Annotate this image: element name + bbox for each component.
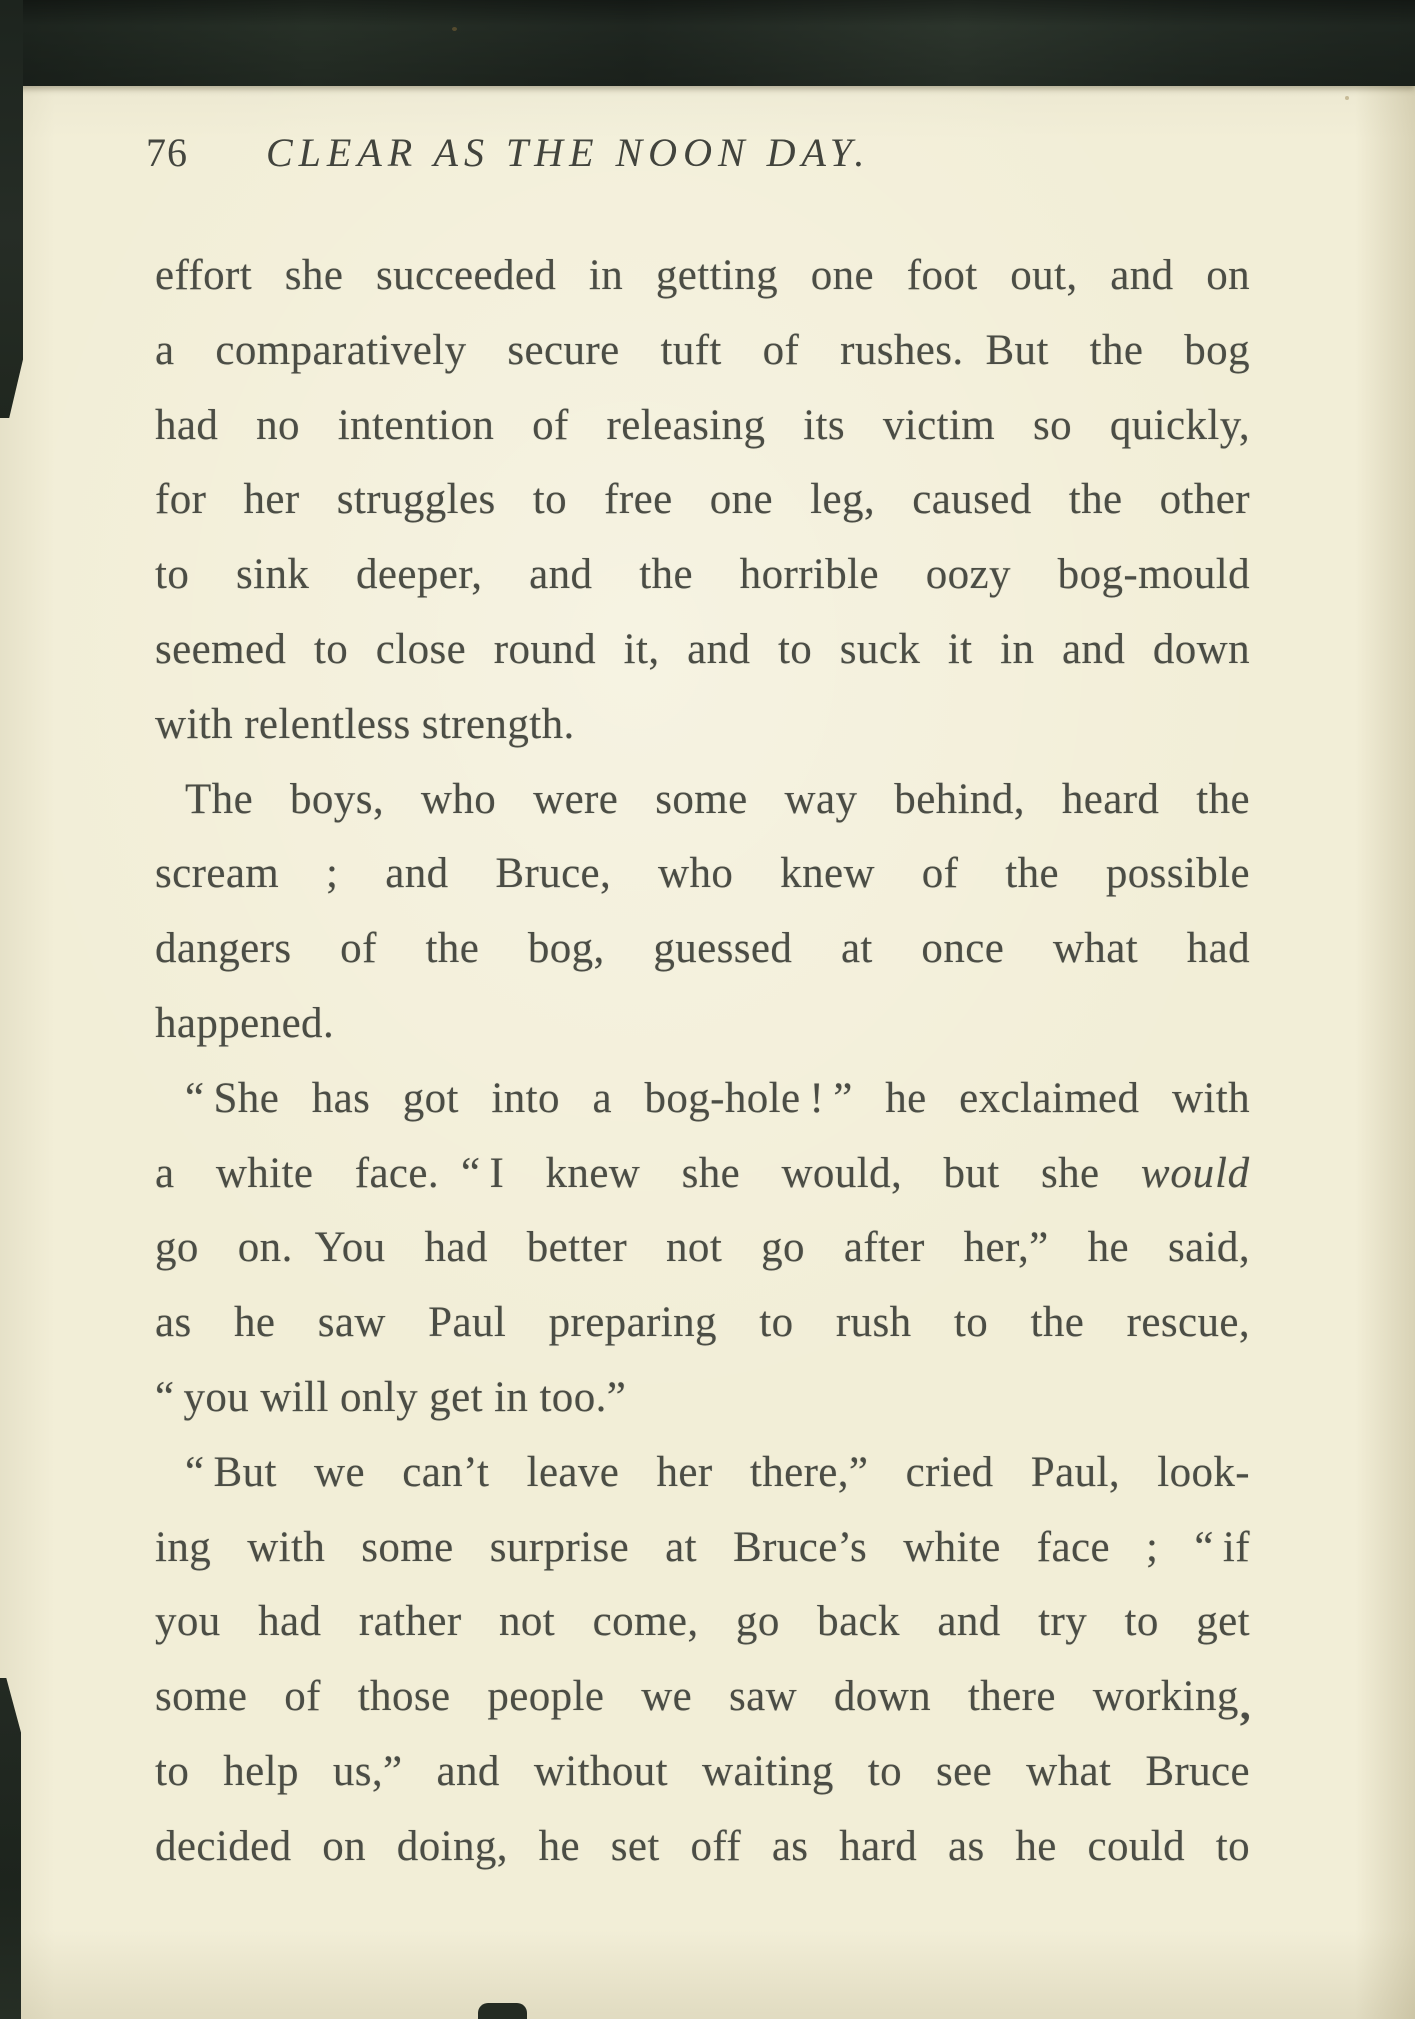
text-line: some of those people we saw down there working, [155,1673,1251,1730]
book-cover-edge-left-bottom [0,1678,21,2019]
text-line: happened. [155,999,335,1047]
book-cover-edge-top [0,0,1415,86]
text-line: as he saw Paul preparing to rush to the rescue, [155,1299,1250,1347]
text-line: decided on doing, he set off as hard as he could to [155,1822,1250,1870]
text-line: with relentless strength. [155,700,575,748]
text-line: to sink deeper, and the horrible oozy bog-mould [155,551,1250,599]
text-line: for her struggles to free one leg, caused the other [155,476,1250,524]
text-line: “ She has got into a bog-hole ! ” he exclaimed with [185,1074,1250,1122]
book-cover-edge-left-top [0,0,23,418]
paper-speck [452,27,457,31]
text-line: “ you will only get in too.” [155,1373,627,1421]
text-line: dangers of the bog, guessed at once what had [155,925,1250,973]
page-number: 76 [146,130,188,175]
running-title: CLEAR AS THE NOON DAY. [266,130,871,175]
text-line: you had rather not come, go back and try to get [155,1598,1250,1646]
text-line: a comparatively secure tuft of rushes. But the bog [155,326,1250,374]
text-line: a white face. “ I knew she would, but she would [155,1149,1250,1197]
text-line: scream ; and Bruce, who knew of the possible [155,850,1250,898]
text-line: “ But we can’t leave her there,” cried Paul, look- [185,1448,1250,1496]
text-line: ing with some surprise at Bruce’s white face ; “ if [155,1523,1250,1571]
text-line: The boys, who were some way behind, heard the [185,775,1250,823]
book-cover-edge-bottom-notch [478,2003,527,2019]
text-line: had no intention of releasing its victim so quickly, [155,401,1250,449]
text-line: to help us,” and without waiting to see what Bruce [155,1747,1250,1795]
text-line: go on. You had better not go after her,” he said, [155,1224,1250,1272]
text-line: effort she succeeded in getting one foot out, and on [155,252,1250,299]
paper-speck [1345,96,1349,100]
page-header [0,131,1415,179]
body-text [155,239,1250,1885]
text-line: seemed to close round it, and to suck it in and down [155,625,1250,673]
